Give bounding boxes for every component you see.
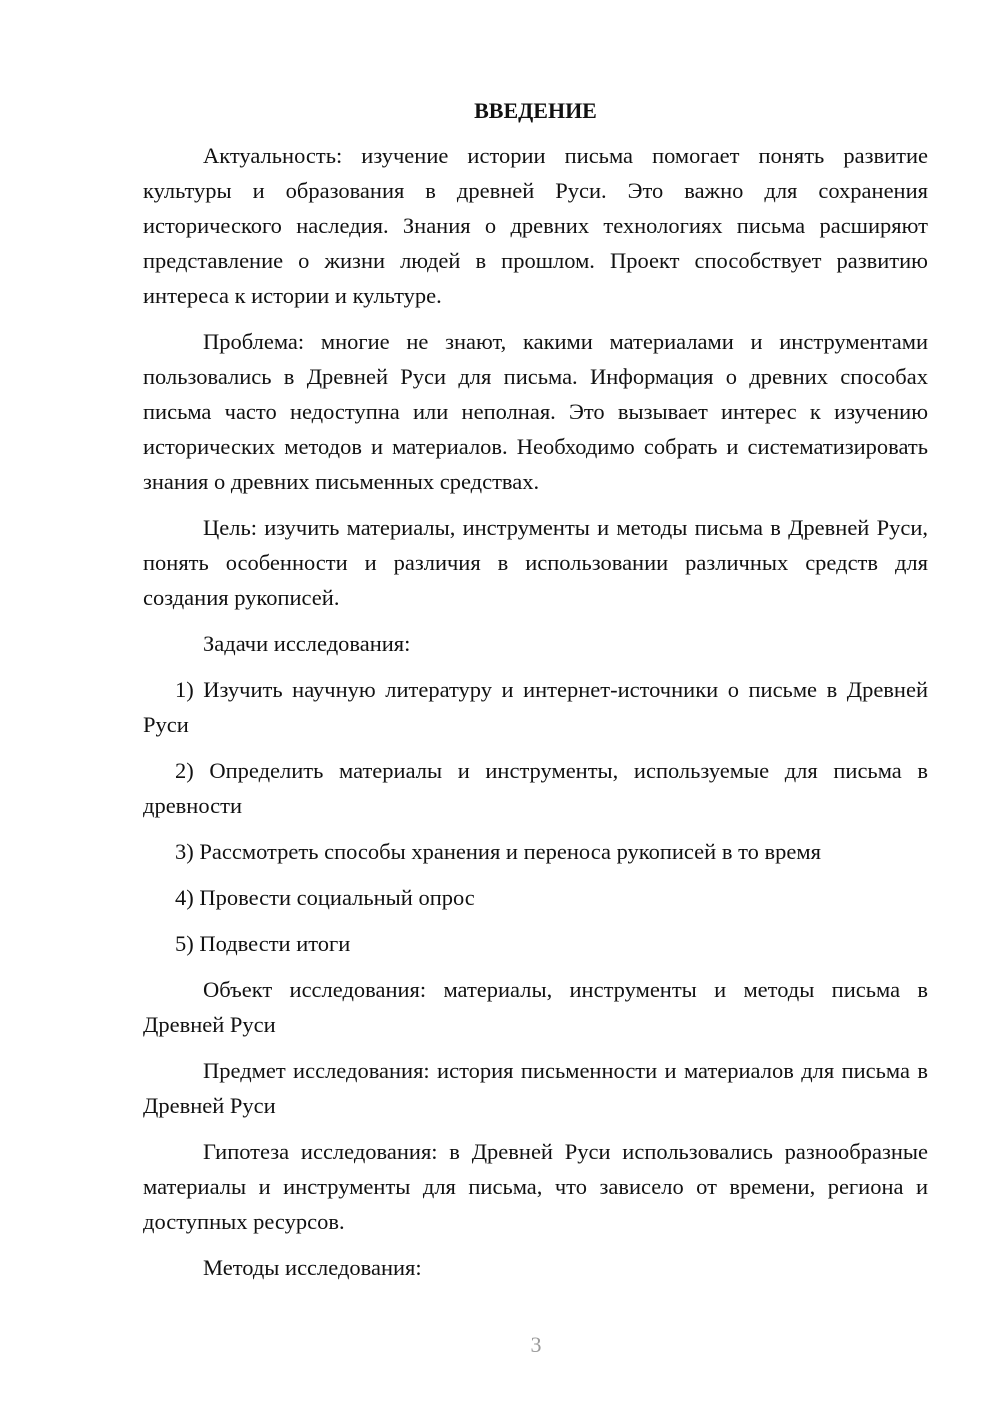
task-item: 4) Провести социальный опрос xyxy=(175,885,475,910)
paragraph-relevance: Актуальность: изучение истории письма помогает понять развитие культуры и образования в древней Руси. Это важно для сохранения исторического наследия. Знания о древних технологиях письма расширяют представление о жизни людей в прошлом. Проект способствует развитию интереса к истории и культуре. xyxy=(143,143,928,308)
paragraph-object: Объект исследования: материалы, инструменты и методы письма в Древней Руси xyxy=(143,977,928,1037)
paragraph-subject: Предмет исследования: история письменности и материалов для письма в Древней Руси xyxy=(143,1058,928,1118)
page-number: 3 xyxy=(530,1332,542,1357)
paragraph-problem: Проблема: многие не знают, какими материалами и инструментами пользовались в Древней Руси для письма. Информация о древних способах письма часто недоступна или неполная. Это вызывает интерес к изучению исторических методов и материалов. Необходимо собрать и систематизировать знания о древних письменных средствах. xyxy=(143,329,928,494)
page-title: ВВЕДЕНИЕ xyxy=(474,98,597,123)
page-content xyxy=(143,96,928,1296)
task-item: 3) Рассмотреть способы хранения и переноса рукописей в то время xyxy=(175,839,821,864)
task-item: 1) Изучить научную литературу и интернет-источники о письме в Древней Руси xyxy=(143,677,928,737)
task-item: 5) Подвести итоги xyxy=(175,931,351,956)
tasks-list xyxy=(143,672,928,961)
paragraph-hypothesis: Гипотеза исследования: в Древней Руси использовались разнообразные материалы и инструменты для письма, что зависело от времени, региона и доступных ресурсов. xyxy=(143,1139,928,1234)
tasks-heading: Задачи исследования: xyxy=(203,631,411,656)
paragraph-goal: Цель: изучить материалы, инструменты и методы письма в Древней Руси, понять особенности и различия в использовании различных средств для создания рукописей. xyxy=(143,515,928,610)
methods-heading: Методы исследования: xyxy=(203,1255,422,1280)
task-item: 2) Определить материалы и инструменты, используемые для письма в древности xyxy=(143,758,928,818)
